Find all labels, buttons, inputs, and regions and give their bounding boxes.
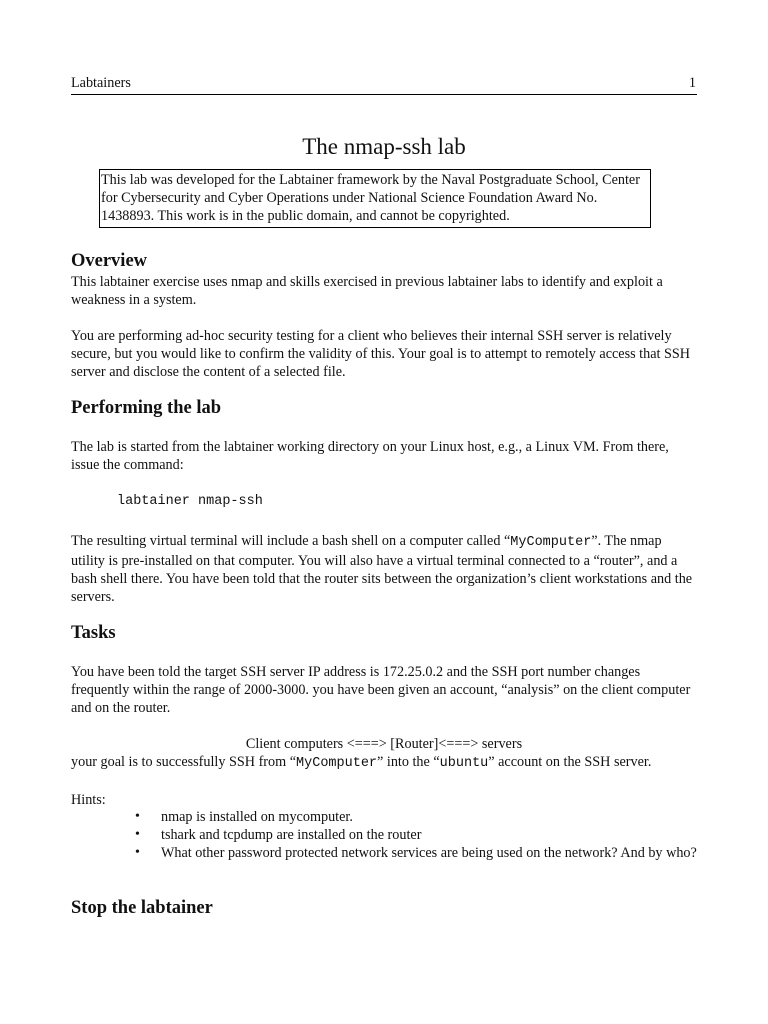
document-title: The nmap-ssh lab <box>302 134 466 159</box>
goal-text-c: ” account on the SSH server. <box>488 754 652 770</box>
mycomputer-code: MyComputer <box>510 535 592 550</box>
ubuntu-code: ubuntu <box>439 756 489 771</box>
performing-heading: Performing the lab <box>71 398 222 418</box>
list-item <box>71 826 697 844</box>
bullet-icon: • <box>135 809 140 824</box>
hint-text: What other password protected network services are being used on the network? And by who? <box>161 845 697 861</box>
hint-text: tshark and tcpdump are installed on the router <box>161 827 422 843</box>
goal-mycomputer-code: MyComputer <box>296 756 378 771</box>
bullet-icon: • <box>135 827 140 842</box>
hints-label: Hints: <box>71 792 106 808</box>
goal-text-b: ” into the “ <box>377 754 440 770</box>
performing-paragraph-1: The lab is started from the labtainer working directory on your Linux host, e.g., a Linux VM. From there, issue the command: <box>71 439 669 473</box>
stop-heading: Stop the labtainer <box>71 898 213 918</box>
list-item <box>71 808 697 826</box>
page-number: 1 <box>688 75 696 91</box>
header-title: Labtainers <box>71 75 131 91</box>
goal-text-a: your goal is to successfully SSH from “ <box>71 754 297 770</box>
bullet-icon: • <box>135 845 140 860</box>
public-domain-notice: This lab was developed for the Labtainer framework by the Naval Postgraduate School, Center for Cybersecurity and Cyber Operations under National Science Foundation Award No. 1438893. This work is in the public domain, and cannot be copyrighted. <box>99 169 651 228</box>
network-diagram-text: Client computers <===> [Router]<===> servers <box>245 736 523 752</box>
page-header <box>71 72 697 95</box>
hint-text: nmap is installed on mycomputer. <box>161 809 353 825</box>
overview-paragraph-1: This labtainer exercise uses nmap and skills exercised in previous labtainer labs to identify and exploit a weakness in a system. <box>71 274 663 308</box>
list-item <box>71 844 697 862</box>
p2-text-b: ”. The nmap utility is pre-installed on that computer. You will also have a virtual terminal connected to a “router”, and a bash shell there. You have been told that the router sits between the organization’s client workstations and the servers. <box>71 533 693 605</box>
overview-heading: Overview <box>71 251 148 271</box>
hints-list <box>71 808 697 862</box>
p2-text-a: The resulting virtual terminal will include a bash shell on a computer called “ <box>71 533 511 549</box>
launch-command: labtainer nmap-ssh <box>117 494 263 509</box>
tasks-heading: Tasks <box>71 623 116 643</box>
goal-paragraph <box>71 753 697 773</box>
overview-paragraph-2: You are performing ad-hoc security testing for a client who believes their internal SSH server is relatively secure, but you would like to confirm the validity of this. Your goal is to attempt to remotely access that SSH server and disclose the content of a selected file. <box>71 328 691 380</box>
performing-paragraph-2 <box>71 532 697 606</box>
tasks-paragraph-1: You have been told the target SSH server IP address is 172.25.0.2 and the SSH port number changes frequently within the range of 2000-3000. you have been given an account, “analysis” on the client computer and on the router. <box>71 664 691 716</box>
